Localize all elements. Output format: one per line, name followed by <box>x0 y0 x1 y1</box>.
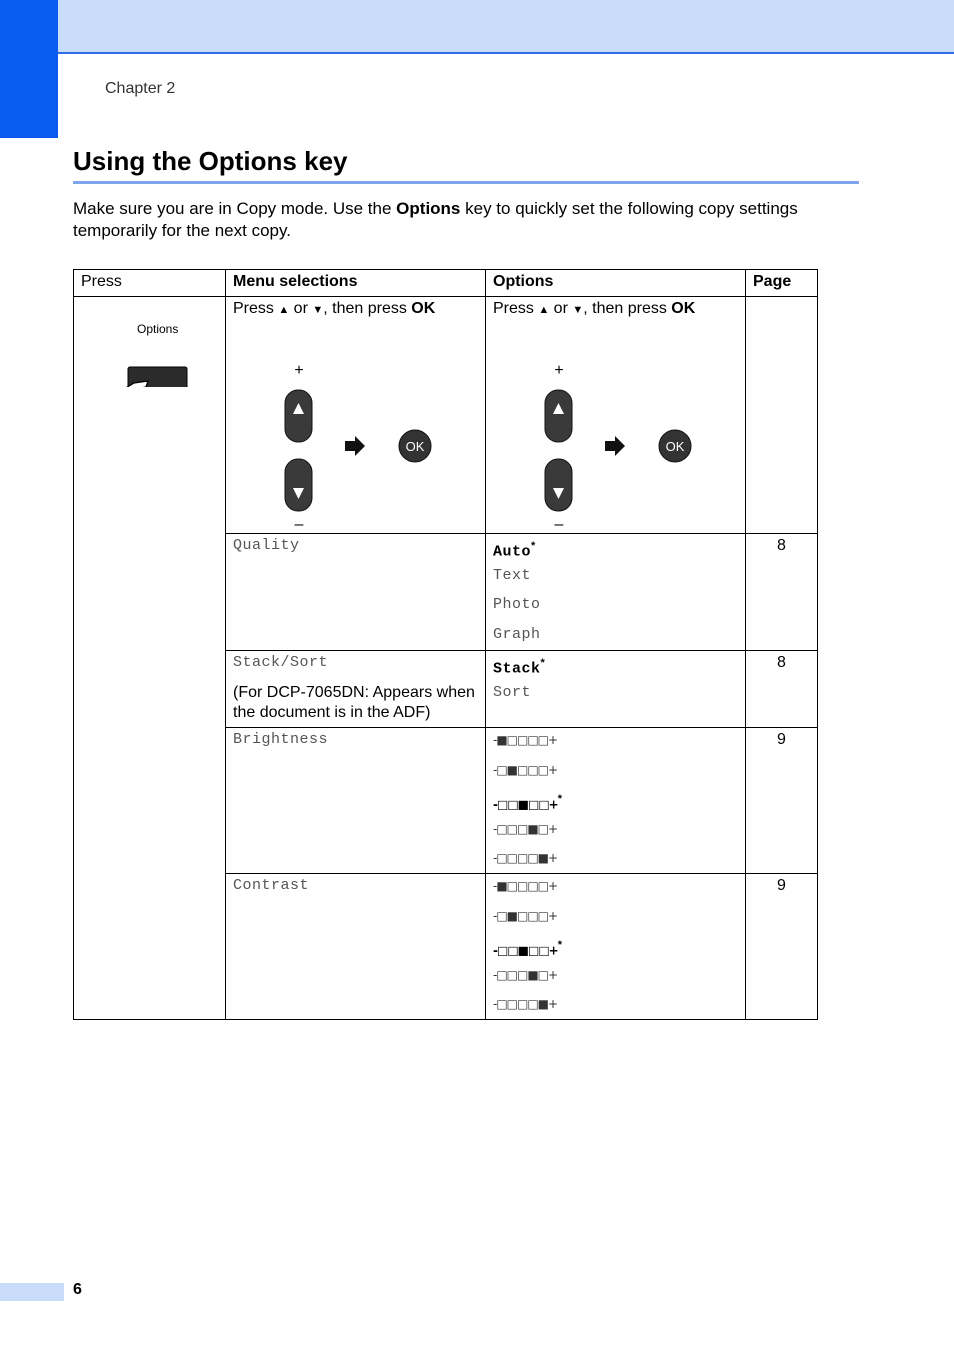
menu-cell <box>226 534 486 651</box>
page-ref: 8 <box>746 534 818 651</box>
options-key-illustration <box>74 297 224 387</box>
page-ref: 8 <box>746 651 818 728</box>
option-item: Sort <box>493 683 532 701</box>
option-item: -□□□□■+ <box>493 997 558 1011</box>
option-item: -□□□■□+ <box>493 821 558 836</box>
options-table <box>73 269 818 1020</box>
header-band <box>58 0 954 54</box>
minus-label: – <box>554 516 564 528</box>
plus-label: + <box>554 362 564 379</box>
page-ref: 9 <box>746 874 818 1020</box>
options-cell <box>486 728 746 874</box>
plus-label: + <box>294 362 304 379</box>
page-ref: 9 <box>746 728 818 874</box>
title-rule <box>73 181 859 184</box>
footer-band <box>0 1283 64 1301</box>
menu-item-quality: Quality <box>233 537 300 554</box>
options-key-label: Options <box>137 322 179 336</box>
page-number: 6 <box>73 1281 82 1298</box>
chapter-label: Chapter 2 <box>105 80 176 97</box>
intro-paragraph <box>73 198 873 242</box>
right-arrow-icon <box>345 436 365 456</box>
up-key <box>285 390 312 442</box>
down-key <box>545 459 572 511</box>
option-default: -□□■□□+* <box>493 939 563 958</box>
header-press: Press <box>74 270 226 297</box>
option-item: Photo <box>493 596 541 613</box>
minus-label: – <box>294 516 304 528</box>
menu-item-contrast: Contrast <box>233 877 310 894</box>
press-cell <box>74 297 226 1020</box>
options-cell <box>486 534 746 651</box>
menu-cell <box>226 874 486 1020</box>
menu-item-stack-sort: Stack/Sort <box>233 654 329 671</box>
option-item: -□□□□■+ <box>493 851 558 865</box>
chapter-tab <box>0 0 58 138</box>
menu-cell <box>226 728 486 874</box>
option-item: -□■□□□+ <box>493 762 558 777</box>
down-arrow-icon: ▼ <box>572 304 584 316</box>
instruction-page-cell <box>746 297 818 534</box>
right-arrow-icon <box>605 436 625 456</box>
ok-key-label: OK <box>665 439 685 454</box>
options-nav-diagram <box>493 318 745 528</box>
option-item: Graph <box>493 625 541 643</box>
options-instruction: Press ▲ or ▼, then press OK <box>493 300 696 317</box>
header-options: Options <box>486 270 746 297</box>
instruction-row <box>74 297 818 534</box>
menu-note: (For DCP-7065DN: Appears when the document is in the ADF) <box>233 684 475 721</box>
down-key <box>285 459 312 511</box>
option-item: -■□□□□+ <box>493 879 558 893</box>
up-key <box>545 390 572 442</box>
table-header-row <box>74 270 818 297</box>
down-arrow-icon: ▼ <box>312 304 324 316</box>
header-menu: Menu selections <box>226 270 486 297</box>
option-default: Auto* <box>493 540 536 561</box>
option-item: Text <box>493 566 532 584</box>
up-arrow-icon: ▲ <box>538 304 550 316</box>
intro-text: Make sure you are in Copy mode. Use the <box>73 199 397 218</box>
intro-text-end: key to quickly set the following copy settings temporarily for the next copy. <box>73 199 798 240</box>
option-item: -■□□□□+ <box>493 733 558 747</box>
option-item: -□□□■□+ <box>493 967 558 982</box>
menu-instruction-cell <box>226 297 486 534</box>
ok-key-label: OK <box>405 439 425 454</box>
options-instruction-cell <box>486 297 746 534</box>
up-arrow-icon: ▲ <box>278 304 290 316</box>
page-title: Using the Options key <box>73 146 348 176</box>
options-cell <box>486 651 746 728</box>
option-default: Stack* <box>493 657 545 678</box>
menu-cell <box>226 651 486 728</box>
intro-key: Options <box>396 199 461 218</box>
menu-nav-diagram <box>233 318 485 528</box>
option-default: -□□■□□+* <box>493 793 563 812</box>
option-item: -□■□□□+ <box>493 908 558 923</box>
header-page: Page <box>746 270 818 297</box>
menu-instruction: Press ▲ or ▼, then press OK <box>233 300 436 317</box>
options-cell <box>486 874 746 1020</box>
menu-item-brightness: Brightness <box>233 731 329 748</box>
